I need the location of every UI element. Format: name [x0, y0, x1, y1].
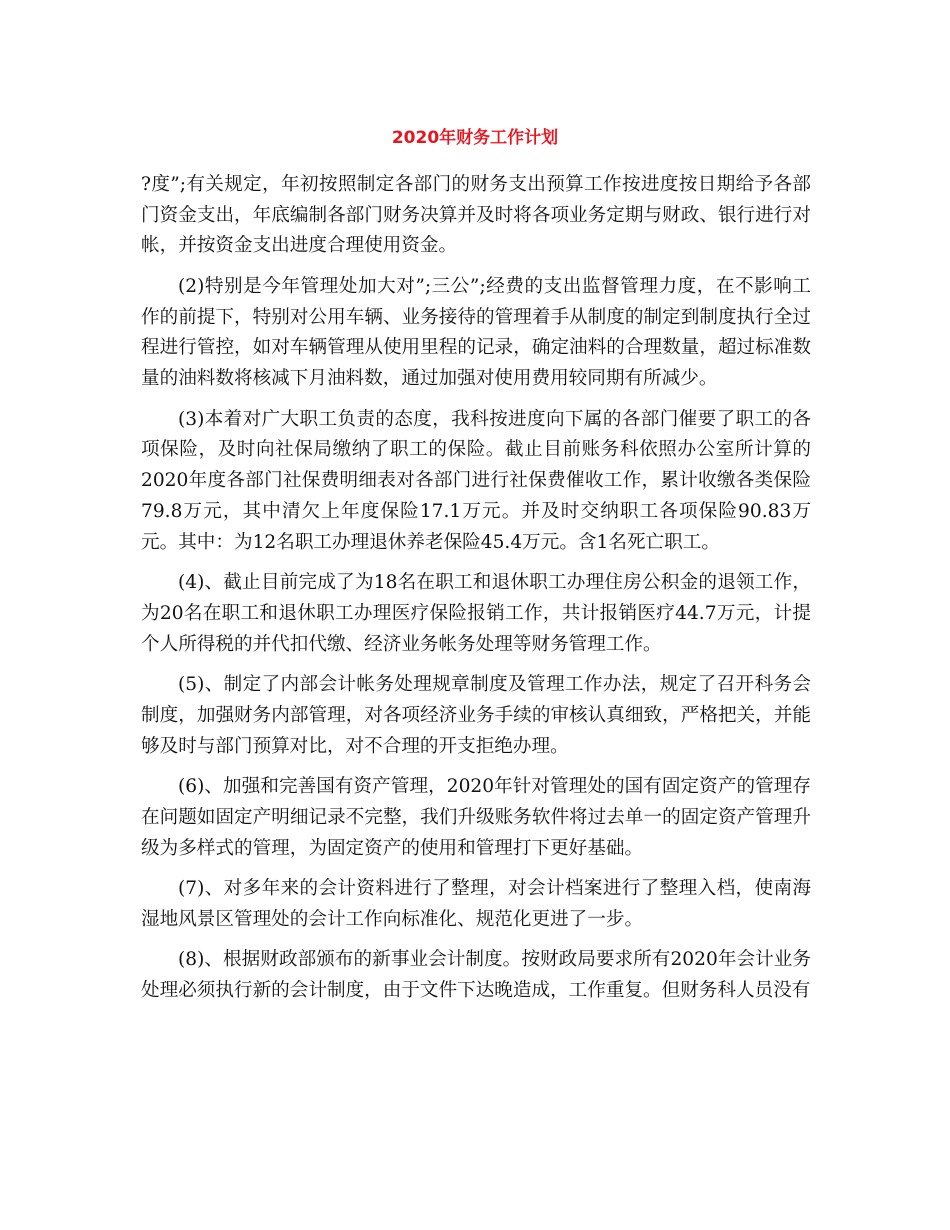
document-body [141, 170, 811, 1017]
paragraph-7: (7)、对多年来的会计资料进行了整理，对会计档案进行了整理入档，使南海湿地风景区管理处的会计工作向标准化、规范化更进了一步。 [141, 878, 811, 930]
paragraph-3: (3)本着对广大职工负责的态度，我科按进度向下属的各部门催要了职工的各项保险，及时向社保局缴纳了职工的保险。截止目前账务科依照办公室所计算的2020年度各部门社保费明细表对各部门进行社保费催收工作，累计收缴各类保险79.8万元，其中清欠上年度保险17.1万元。并及时交纳职工各项保险90.83万元。其中：为12名职工办理退休养老保险45.4万元。含1名死亡职工。 [141, 408, 811, 553]
paragraph-4: (4)、截止目前完成了为18名在职工和退休职工办理住房公积金的退领工作，为20名在职工和退休职工办理医疗保险报销工作，共计报销医疗44.7万元，计提个人所得税的并代扣代缴、经济业务帐务处理等财务管理工作。 [141, 572, 811, 655]
document-title: 2020年财务工作计划 [391, 128, 559, 148]
paragraph-6: (6)、加强和完善国有资产管理，2020年针对管理处的国有固定资产的管理存在问题如固定产明细记录不完整，我们升级账务软件将过去单一的固定资产管理升级为多样式的管理，为固定资产的使用和管理打下更好基础。 [141, 776, 811, 859]
paragraph-8: (8)、根据财政部颁布的新事业会计制度。按财政局要求所有2020年会计业务处理必须执行新的会计制度，由于文件下达晚造成，工作重复。但财务科人员没有 [141, 949, 811, 1002]
paragraph-5: (5)、制定了内部会计帐务处理规章制度及管理工作办法，规定了召开科务会制度，加强财务内部管理，对各项经济业务手续的审核认真细致，严格把关，并能够及时与部门预算对比，对不合理的开支拒绝办理。 [141, 674, 811, 757]
paragraph-1: ?度”;有关规定，年初按照制定各部门的财务支出预算工作按进度按日期给予各部门资金支出，年底编制各部门财务决算并及时将各项业务定期与财政、银行进行对帐，并按资金支出进度合理使用资金。 [141, 174, 811, 257]
paragraph-2: (2)特别是今年管理处加大对”;三公”;经费的支出监督管理力度，在不影响工作的前提下，特别对公用车辆、业务接待的管理着手从制度的制定到制度执行全过程进行管控，如对车辆管理从使用里程的记录，确定油料的合理数量，超过标准数量的油料数将核减下月油料数，通过加强对使用费用较同期有所减少。 [141, 276, 811, 390]
